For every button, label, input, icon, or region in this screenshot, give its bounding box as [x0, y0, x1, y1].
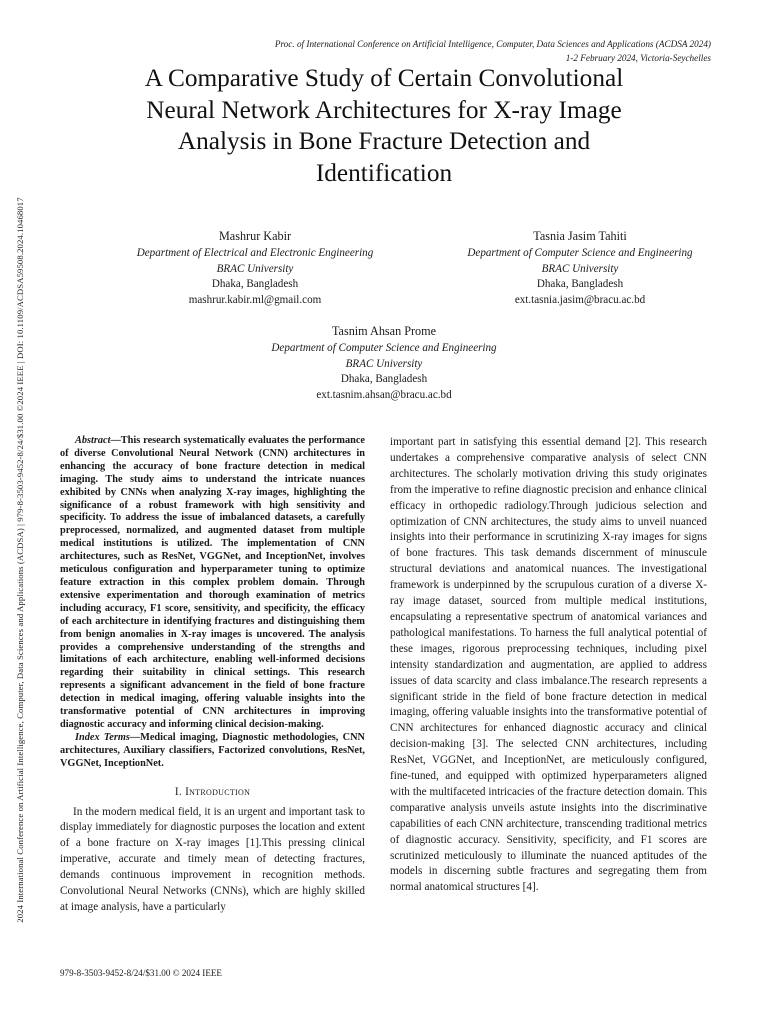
author-name: Mashrur Kabir: [218, 229, 292, 243]
title-line: Analysis in Bone Fracture Detection and: [177, 127, 591, 155]
author-name: Tasnia Jasim Tahiti: [533, 229, 627, 243]
copyright-footer: 979-8-3503-9452-8/24/$31.00 © 2024 IEEE: [60, 968, 222, 978]
author-name: Tasnim Ahsan Prome: [331, 324, 437, 338]
index-terms-dash: —: [129, 731, 141, 743]
abstract: [60, 435, 365, 732]
author-university: BRAC University: [541, 262, 619, 275]
author-location: Dhaka, Bangladesh: [211, 278, 299, 291]
section-title: Introduction: [185, 785, 251, 798]
intro-paragraph-right: important part in satisfying this essential demand [2]. This research undertakes a comprehensive comparative analysis of select CNN architectures. The scholarly motivation driving this study originates from the imperative to refine diagnostic precision and enhance clinical efficacy in orthopedic radiology.Through judicious selection and optimization of CNN architectures, the study aims to unveil nuanced insights into their performance in scrutinizing X-ray images for signs of bone fractures. This task demands discernment of minuscule structural deviations and anatomical nuances. The investigational framework is underpinned by the scrupulous curation of a diverse X-ray image dataset, sourced from multiple medical institutions, encapsulating a representative spectrum of anatomical variances and pathological manifestations. To harness the full analytical potential of these images, rigorous preprocessing techniques, including pixel intensity standardization and augmentation, are applied to address issues of data scarcity and class imbalance.The research represents a significant stride in the field of bone fracture detection in medical imaging, offering valuable insights into the transformative potential of CNN architectures for enhanced diagnostic accuracy and clinical decision-making [3]. The selected CNN architectures, including ResNet, VGGNet, and InceptionNet, are meticulously configured, fine-tuned, and equipped with optimized hyperparameters aligned with the multifaceted intricacies of the fracture detection domain. This comparative analysis unveils astute insights into the discriminative capabilities of each CNN architecture, transcending traditional metrics of diagnostic accuracy. Sensitivity, specificity, and F1 scores are scrutinized meticulously to illuminate the nuanced aptitudes of the models in discerning subtle fractures and segregating them from normal anatomical structures [4].: [390, 436, 707, 894]
author-university: BRAC University: [216, 262, 294, 275]
index-terms-label: Index Terms: [75, 731, 130, 743]
author-department: Department of Computer Science and Engineering: [467, 247, 693, 259]
section-heading: [60, 785, 365, 799]
side-note: 2024 International Conference on Artificial Intelligence, Computer, Data Sciences and Applications (ACDSA) | 979-8-3503-9452-8/24/$31.00 ©2024 IEEE | DOI: 10.1109/ACDSA59508.2024.10468017: [15, 197, 25, 923]
title-line: Identification: [315, 158, 453, 187]
running-header-line-2: 1-2 February 2024, Victoria-Seychelles: [565, 53, 711, 63]
index-terms-text: Medical imaging, Diagnostic methodologies, CNN architectures, Auxiliary classifiers, Factorized convolutions, ResNet, VGGNet, InceptionNet.: [60, 731, 365, 769]
author-university: BRAC University: [345, 357, 423, 370]
author-block-1: [85, 228, 425, 308]
author-block-3: [214, 323, 554, 403]
author-email: ext.tasnia.jasim@bracu.ac.bd: [514, 293, 646, 306]
abstract-text: This research systematically evaluates the performance of diverse Convolutional Neural Network (CNN) architectures in enhancing the accuracy of bone fracture detection in medical imaging. The study aims to understand the intricate nuances exhibited by CNNs when analyzing X-ray images, highlighting the significance of a robust framework with high sensitivity and specificity. To address the issue of imbalanced datasets, a carefully preprocessed, normalized, and augmented dataset from multiple medical institutions is utilized. The implementation of CNN architectures, such as ResNet, VGGNet, and InceptionNet, involves meticulous configuration and hyperparameter tuning to optimize feature extraction in this complex problem domain. Through extensive experimentation and thorough examination of metrics including accuracy, F1 score, sensitivity, and specificity, the efficacy of each architecture in identifying fractures and distinguishing them from benign anomalies in X-ray images is uncovered. The analysis provides a comprehensive understanding of the strengths and limitations of each architecture, enabling well-informed decisions regarding their suitability in clinical settings. This research represents a significant advancement in the field of bone fracture detection in medical imaging, offering valuable insights into the transformative potential of CNN architectures in improving diagnostic accuracy and informing clinical decision-making.: [60, 435, 365, 730]
running-header-line-1: Proc. of International Conference on Artificial Intelligence, Computer, Data Sciences and Applications (ACDSA 2024): [274, 39, 711, 49]
author-location: Dhaka, Bangladesh: [536, 278, 624, 291]
author-email: ext.tasnim.ahsan@bracu.ac.bd: [316, 388, 452, 401]
left-column: [60, 435, 365, 916]
index-terms: [60, 732, 365, 771]
running-header: [275, 37, 711, 65]
title-line: A Comparative Study of Certain Convolutional: [144, 64, 624, 92]
author-location: Dhaka, Bangladesh: [340, 373, 428, 386]
author-department: Department of Computer Science and Engineering: [271, 342, 497, 354]
abstract-dash: —: [110, 435, 121, 446]
intro-paragraph-left: In the modern medical field, it is an urgent and important task to display immediately for diagnostic purposes the location and extent of a bone fracture on X-ray images [1].This pressing clinical imperative, accurate and timely mean of detecting fractures, demands continuous improvement in recognition methods. Convolutional Neural Networks (CNNs), which are highly skilled at image analysis, have a particularly: [60, 805, 365, 913]
paper-title: [60, 63, 708, 189]
author-email: mashrur.kabir.ml@gmail.com: [188, 293, 322, 306]
title-line: Neural Network Architectures for X-ray Image: [146, 95, 622, 124]
author-department: Department of Electrical and Electronic Engineering: [136, 247, 374, 259]
author-block-2: [410, 228, 750, 308]
right-column: [390, 435, 707, 896]
abstract-label: Abstract: [75, 435, 111, 446]
section-number: I.: [174, 785, 182, 798]
